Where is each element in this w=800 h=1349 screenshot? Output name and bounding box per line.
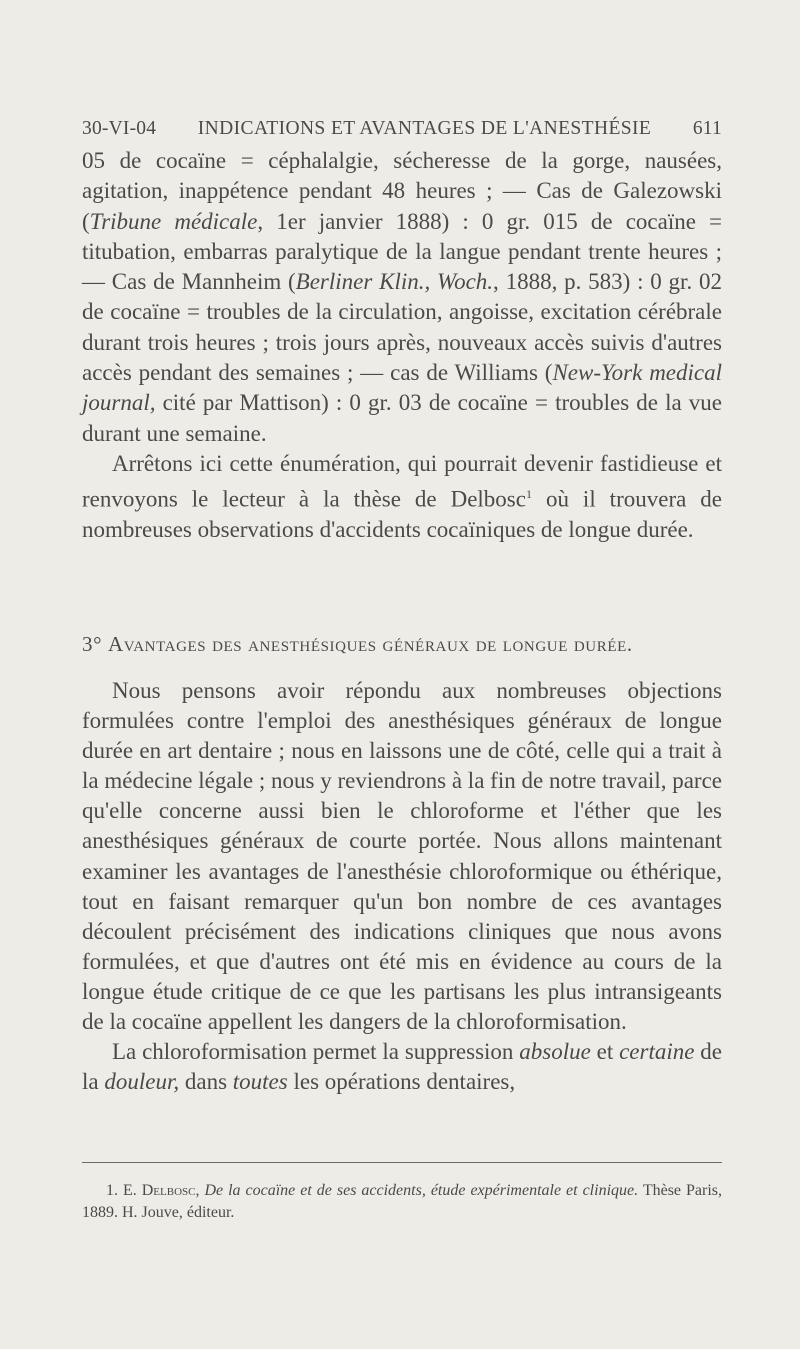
footnote-number: 1. E. [106,1182,137,1199]
paragraph-2 [82,449,722,546]
footnote-marker: 1 [525,487,532,502]
italic-citation: Berliner Klin., Woch. [295,269,494,295]
text-run: 05 de cocaïne = céphalalgie, sécheresse de la gorge, nausées, agitation, inappétence pendant 48 heures ; — Cas de Galezowski ( [82,148,722,234]
text-run: cité par Mattison) : 0 gr. 03 de cocaïne = troubles de la vue durant une semaine. [82,390,722,446]
text-run: et [590,1039,620,1065]
section-title: Avantages des anesthésiques généraux de longue durée. [107,632,633,656]
paragraph-3: Nous pensons avoir répondu aux nombreuses objections formulées contre l'emploi des anesthésiques généraux de longue durée en art dentaire ; nous en laissons une de côté, celle qui a trait à la médecine légale ; nous y reviendrons à la fin de notre travail, parce qu'elle concerne aussi bien le chloroforme et l'éther que les anesthésiques généraux de courte portée. Nous allons maintenant examiner les avantages de l'anesthésie chloroformique ou éthérique, tout en faisant remarquer qu'un bon nombre de ces avantages découlent précisément des indications cliniques que nous avons formulées, et que d'autres ont été mis en évidence au cours de la longue étude critique de ce que les partisans les plus intransigeants de la cocaïne appellent les dangers de la chloroformisation. [82,678,722,1035]
text-run: de la [82,1039,722,1095]
body-text-bottom [82,676,722,1097]
italic-word: certaine [619,1039,695,1065]
text-run: où il trouvera de nombreuses observations d'accidents cocaïniques de longue durée. [82,486,722,543]
footnote-rule [82,1162,722,1163]
section-number: 3° [82,632,103,656]
footnote-title: De la cocaïne et de ses accidents, étude expérimentale et clinique. [204,1182,639,1199]
footnote-author: Delbosc, [141,1182,200,1199]
section-heading [82,632,722,657]
text-run: , 1888, p. 583) : 0 gr. 02 de cocaïne = troubles de la circulation, angoisse, excitation cérébrale durant trois heures ; trois jours après, nouveaux accès suivis d'autres accès pendant des semaines ; — cas de Williams ( [82,269,722,386]
footnote-publication: Thèse Paris, 1889. H. Jouve, éditeur. [82,1182,723,1221]
text-run: Arrêtons ici cette énumération, qui pourrait devenir fastidieuse et renvoyons le lecteur à la thèse de Delbosc [82,450,722,512]
header-title: INDICATIONS ET AVANTAGES DE L'ANESTHÉSIE [197,118,652,139]
paragraph-1 [82,146,722,449]
text-run: La chloroformisation permet la suppression [112,1039,520,1065]
text-run: dans [179,1069,233,1095]
italic-citation: New-York medical journal, [82,360,722,416]
text-run: les opérations dentaires, [287,1069,516,1095]
page-number: 611 [692,118,722,139]
italic-word: douleur, [104,1069,180,1095]
italic-word: absolue [519,1039,591,1065]
body-text-top [82,146,722,546]
footnote [82,1180,722,1224]
italic-word: toutes [232,1069,288,1095]
text-run: , 1er janvier 1888) : 0 gr. 015 de cocaïne = titubation, embarras paralytique de la langue pendant trente heures ; — Cas de Mannheim ( [82,208,722,295]
running-header [82,118,722,140]
header-date: 30-VI-04 [82,118,157,139]
italic-citation: Tribune médicale [89,208,258,234]
paragraph-4 [82,1037,722,1097]
